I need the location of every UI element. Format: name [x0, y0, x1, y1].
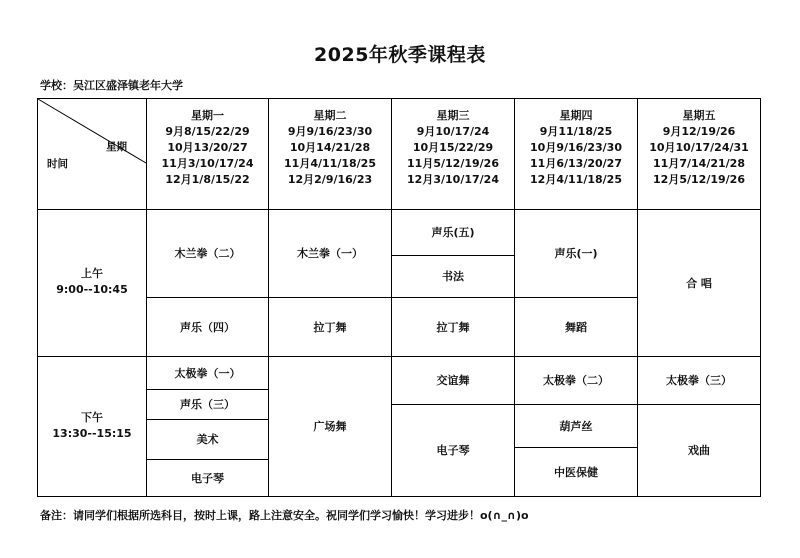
date-line: 9月8/15/22/29	[165, 125, 250, 138]
footer-note: 备注：请同学们根据所选科目，按时上课，路上注意安全。祝同学们学习愉快！学习进步！o(∩_∩)o	[40, 509, 529, 522]
period-afternoon	[38, 410, 146, 442]
date-line: 9月11/18/25	[539, 125, 613, 138]
date-line: 11月3/10/17/24	[161, 157, 254, 170]
course-cell: 舞蹈	[565, 320, 587, 334]
course-cell: 戏曲	[688, 444, 710, 457]
date-line: 11月4/11/18/25	[284, 157, 376, 170]
date-line: 9月9/16/23/30	[287, 125, 373, 138]
course-cell: 广场舞	[313, 420, 347, 433]
date-line: 9月12/19/26	[662, 125, 736, 138]
course-cell: 电子琴	[436, 444, 470, 457]
course-cell: 木兰拳（一）	[297, 247, 363, 260]
period-label: 下午	[81, 411, 103, 424]
period-label: 上午	[81, 267, 103, 280]
day-name: 星期三	[436, 109, 470, 122]
corner-time-label: 时间	[47, 158, 68, 170]
course-cell: 声乐(一)	[554, 247, 598, 260]
day-name: 星期五	[682, 109, 716, 122]
course-cell: 木兰拳（二）	[174, 247, 241, 260]
course-cell: 声乐（四）	[180, 320, 235, 334]
date-line: 9月10/17/24	[416, 125, 490, 138]
date-line: 12月5/12/19/26	[653, 173, 745, 186]
date-line: 10月15/22/29	[412, 141, 494, 154]
course-cell: 美术	[196, 433, 219, 446]
period-time: 13:30--15:15	[52, 427, 132, 440]
day-name: 星期二	[313, 109, 347, 122]
day-name: 星期四	[559, 109, 593, 122]
day-header-tue	[269, 108, 391, 188]
page-title: 2025年秋季课程表	[314, 44, 486, 66]
date-line: 11月6/13/20/27	[530, 157, 622, 170]
corner-day-label: 星期	[106, 141, 127, 153]
date-line: 11月5/12/19/26	[407, 157, 499, 170]
course-cell: 太极拳（三）	[666, 374, 732, 387]
course-cell: 声乐（三）	[180, 398, 235, 411]
school-name: 学校：吴江区盛泽镇老年大学	[40, 79, 183, 92]
date-line: 12月1/8/15/22	[165, 173, 250, 186]
period-time: 9:00--10:45	[56, 283, 128, 296]
course-cell: 中医保健	[554, 465, 598, 479]
date-line: 10月13/20/27	[167, 141, 248, 154]
date-line: 10月9/16/23/30	[530, 141, 622, 154]
day-name: 星期一	[191, 109, 224, 122]
course-cell: 合 唱	[686, 276, 712, 290]
date-line: 12月4/11/18/25	[530, 173, 622, 186]
date-line: 12月3/10/17/24	[407, 173, 499, 186]
course-cell: 交谊舞	[436, 374, 470, 387]
period-morning	[38, 266, 146, 298]
date-line: 10月10/17/24/31	[649, 141, 749, 154]
course-cell: 电子琴	[191, 471, 224, 485]
course-cell: 太极拳（二）	[543, 374, 609, 387]
day-header-wed	[392, 108, 514, 188]
day-header-thu	[515, 108, 637, 188]
course-cell: 太极拳（一）	[174, 366, 241, 380]
day-header-mon	[147, 108, 268, 188]
course-cell: 拉丁舞	[313, 320, 347, 334]
course-cell: 葫芦丝	[559, 419, 593, 433]
course-cell: 拉丁舞	[436, 320, 470, 334]
date-line: 10月14/21/28	[289, 141, 371, 154]
course-cell: 书法	[442, 270, 464, 283]
course-cell: 声乐(五)	[431, 226, 475, 239]
date-line: 12月2/9/16/23	[287, 173, 373, 186]
day-header-fri	[638, 108, 760, 188]
date-line: 11月7/14/21/28	[653, 157, 745, 170]
